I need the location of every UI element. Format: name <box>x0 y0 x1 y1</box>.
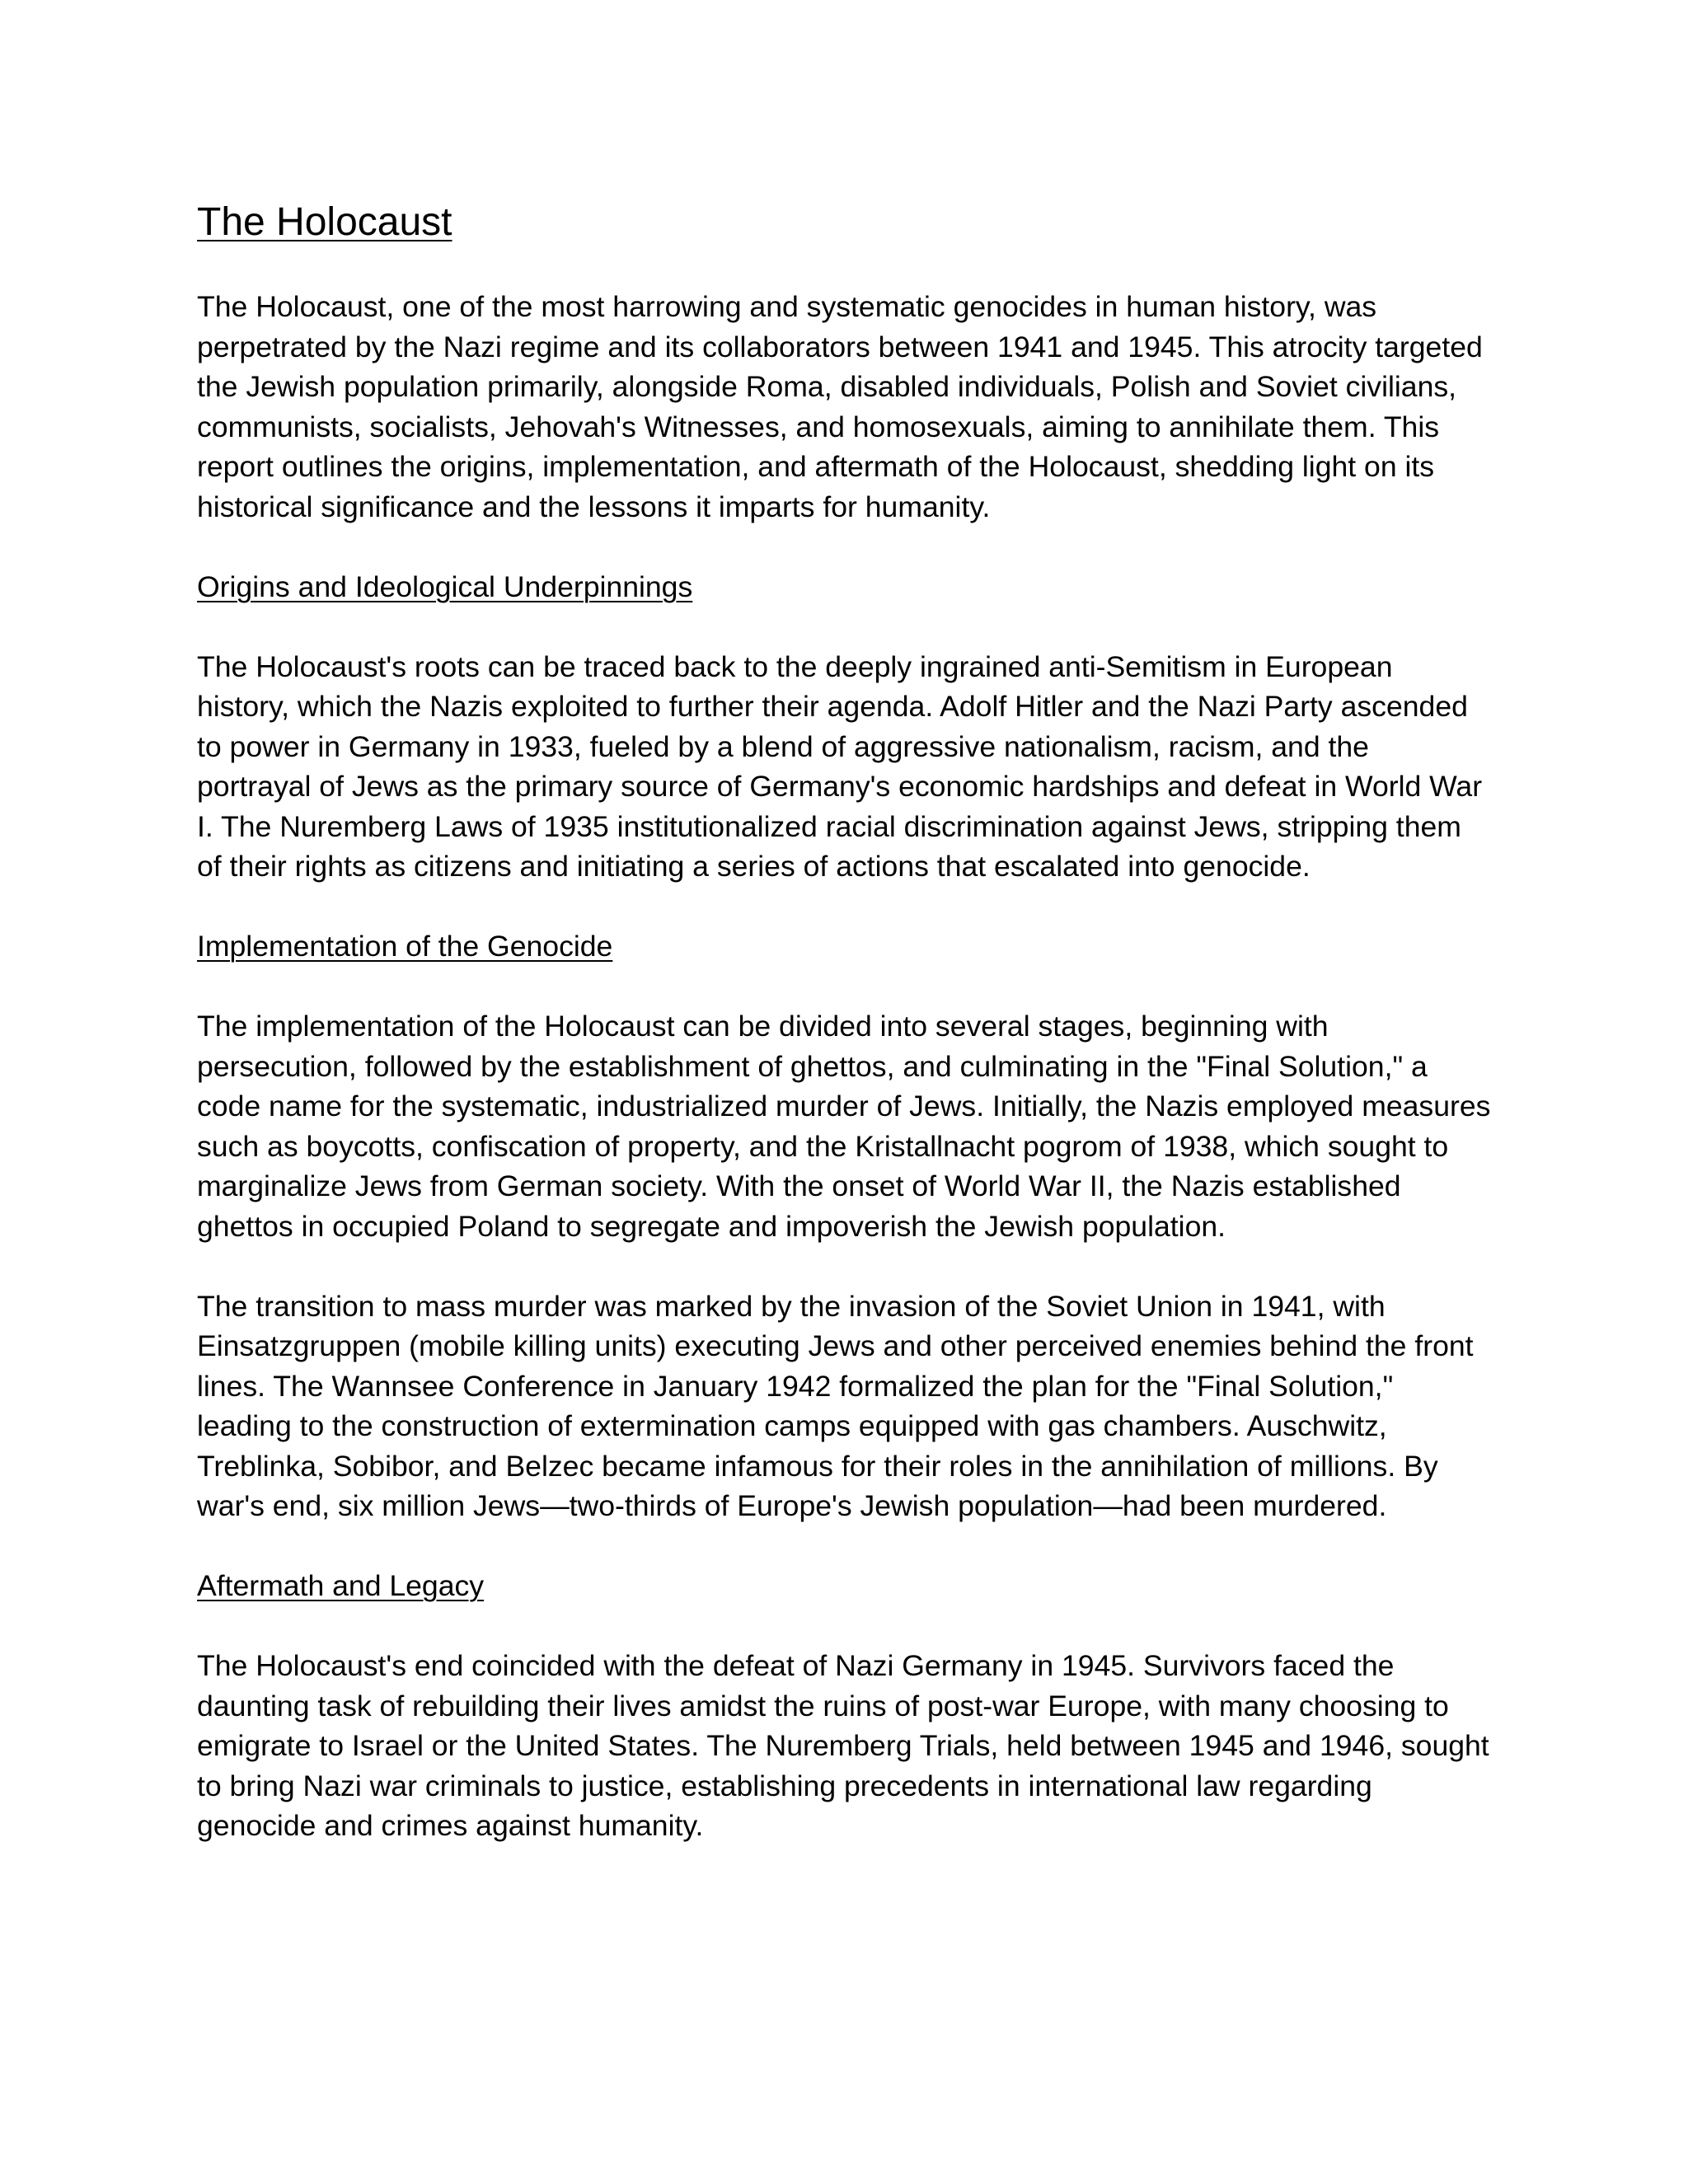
aftermath-paragraph-1: The Holocaust's end coincided with the defeat of Nazi Germany in 1945. Survivors faced the daunting task of rebuilding their lives amidst the ruins of post-war Europe, with many choosing to emigrate to Israel or the United States. The Nuremberg Trials, held between 1945 and 1946, sought to bring Nazi war criminals to justice, establishing precedents in international law regarding genocide and crimes against humanity. <box>197 1649 1489 1842</box>
intro-paragraph: The Holocaust, one of the most harrowing and systematic genocides in human history, was perpetrated by the Nazi regime and its collaborators between 1941 and 1945. This atrocity targeted the Jewish population primarily, alongside Roma, disabled individuals, Polish and Soviet civilians, communists, socialists, Jehovah's Witnesses, and homosexuals, aiming to annihilate them. This report outlines the origins, implementation, and aftermath of the Holocaust, shedding light on its historical significance and the lessons it imparts for humanity. <box>197 290 1483 523</box>
section-heading-aftermath: Aftermath and Legacy <box>197 1569 485 1602</box>
implementation-paragraph-2: The transition to mass murder was marked by the invasion of the Soviet Union in 1941, with Einsatzgruppen (mobile killing units) executing Jews and other perceived enemies behind the front lines. The Wannsee Conference in January 1942 formalized the plan for the "Final Solution," leading to the construction of extermination camps equipped with gas chambers. Auschwitz, Treblinka, Sobibor, and Belzec became infamous for their roles in the annihilation of millions. By war's end, six million Jews—two-thirds of Europe's Jewish population—had been murdered. <box>197 1289 1474 1522</box>
section-heading-implementation: Implementation of the Genocide <box>197 930 613 963</box>
section-heading-origins: Origins and Ideological Underpinnings <box>197 569 693 603</box>
origins-paragraph-1: The Holocaust's roots can be traced back to the deeply ingrained anti-Semitism in European history, which the Nazis exploited to further their agenda. Adolf Hitler and the Nazi Party ascended to power in Germany in 1933, fueled by a blend of aggressive nationalism, racism, and the portrayal of Jews as the primary source of Germany's economic hardships and defeat in World War I. The Nuremberg Laws of 1935 institutionalized racial discrimination against Jews, stripping them of their rights as citizens and initiating a series of actions that escalated into genocide. <box>197 649 1483 883</box>
document-title: The Holocaust <box>197 200 452 244</box>
implementation-paragraph-1: The implementation of the Holocaust can be divided into several stages, beginning with persecution, followed by the establishment of ghettos, and culminating in the "Final Solution," a code name for the systematic, industrialized murder of Jews. Initially, the Nazis employed measures such as boycotts, confiscation of property, and the Kristallnacht pogrom of 1938, which sought to marginalize Jews from German society. With the onset of World War II, the Nazis established ghettos in occupied Poland to segregate and impoverish the Jewish population. <box>197 1010 1491 1243</box>
